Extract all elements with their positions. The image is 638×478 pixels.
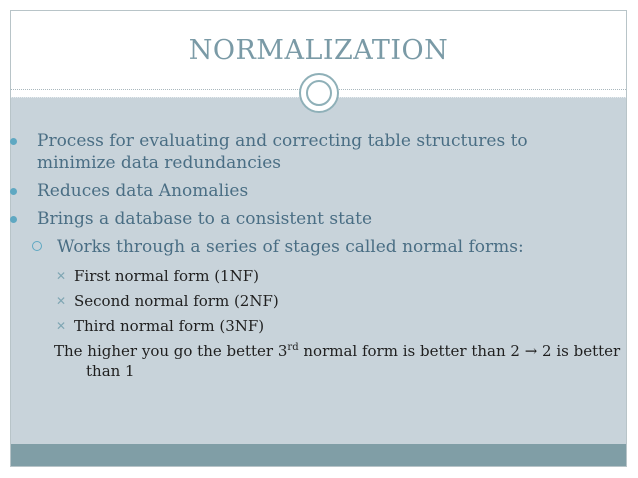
note-text-part3: 2 is better than 1 <box>86 342 621 380</box>
note-text-part1: The higher you go the better 3 <box>54 342 288 360</box>
circle-ornament-icon <box>299 73 339 113</box>
footer-band <box>11 444 626 466</box>
x-mark-icon: ✕ <box>56 294 67 308</box>
arrow-icon: → <box>524 342 538 360</box>
summary-note <box>0 341 626 381</box>
normal-form-text: Second normal form (2NF) <box>74 292 279 310</box>
x-mark-icon: ✕ <box>56 319 67 333</box>
bullet-item <box>0 130 600 174</box>
bullet-dot-icon <box>10 216 17 223</box>
bullet-text: Brings a database to a consistent state <box>37 209 373 229</box>
sub-bullet-item <box>0 236 600 258</box>
bullet-dot-icon <box>10 138 17 145</box>
normal-form-item <box>0 316 600 336</box>
bullet-text: Reduces data Anomalies <box>37 181 249 201</box>
normal-form-item <box>0 266 600 286</box>
bullet-list <box>0 130 621 381</box>
x-mark-icon: ✕ <box>56 269 67 283</box>
bullet-item <box>0 180 600 202</box>
hollow-circle-icon <box>32 241 42 251</box>
normal-form-text: Third normal form (3NF) <box>74 317 265 335</box>
sub-bullet-text: Works through a series of stages called normal forms: <box>57 237 524 257</box>
bullet-text: Process for evaluating and correcting table structures to minimize data redundancies <box>37 131 528 173</box>
normal-form-item <box>0 291 600 311</box>
bullet-item <box>0 208 600 230</box>
normal-form-text: First normal form (1NF) <box>74 267 259 285</box>
note-superscript: rd <box>287 342 299 353</box>
slide-title: NORMALIZATION <box>188 35 449 66</box>
bullet-dot-icon <box>10 188 17 195</box>
note-text-part2: normal form is better than 2 <box>298 342 525 360</box>
